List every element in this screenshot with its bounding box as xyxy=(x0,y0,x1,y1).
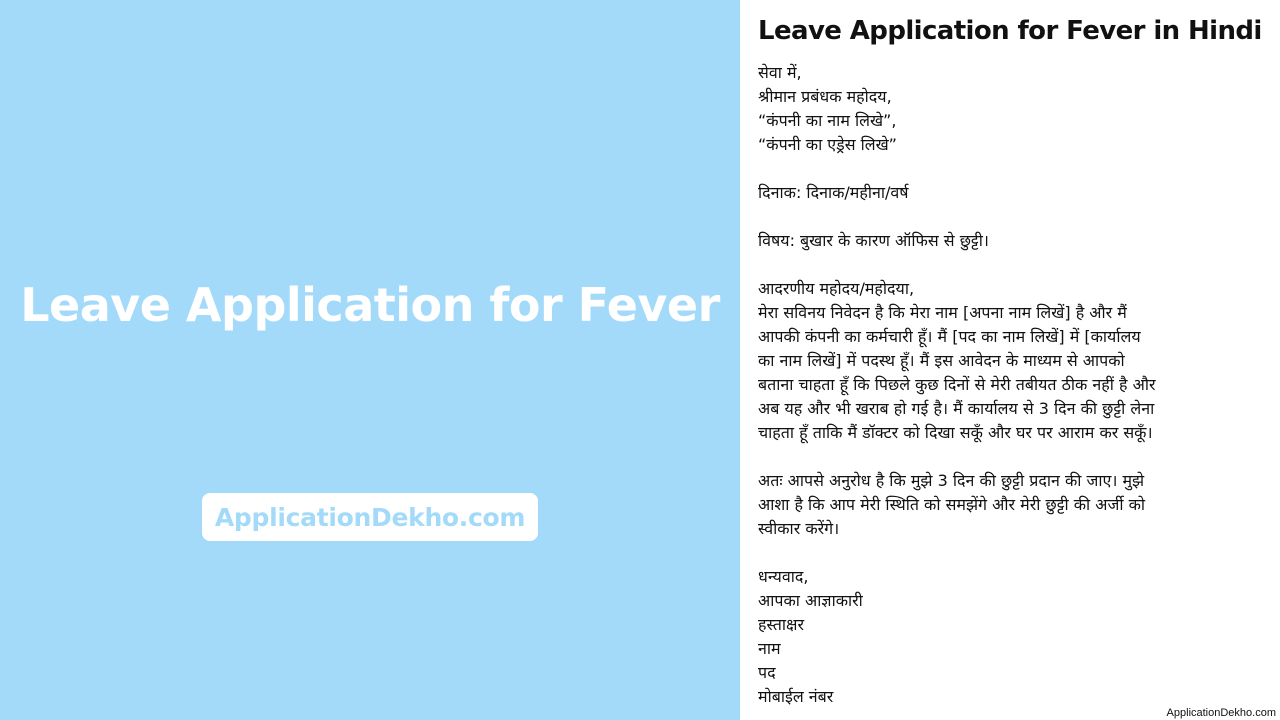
spacer xyxy=(758,541,1268,565)
spacer xyxy=(758,253,1268,277)
body-line: मेरा सविनय निवेदन है कि मेरा नाम [अपना नाम लिखें] है और मैं xyxy=(758,303,1127,322)
spacer xyxy=(758,157,1268,181)
letter-body xyxy=(758,61,1268,709)
site-badge-label: ApplicationDekho.com xyxy=(214,502,526,532)
address-line: सेवा में, xyxy=(758,63,802,82)
site-badge xyxy=(202,493,538,541)
address-line: श्रीमान प्रबंधक महोदय, xyxy=(758,87,892,106)
closing-line: हस्ताक्षर xyxy=(758,615,805,634)
closing-line: पद xyxy=(758,663,776,682)
spacer xyxy=(758,445,1268,469)
body-line: आपकी कंपनी का कर्मचारी हूँ। मैं [पद का नाम लिखें] में [कार्यालय xyxy=(758,327,1141,346)
closing-line: धन्यवाद, xyxy=(758,567,809,586)
body-line: अब यह और भी खराब हो गई है। मैं कार्यालय से 3 दिन की छुट्टी लेना xyxy=(758,399,1155,418)
letter-panel xyxy=(740,0,1280,720)
closing-line: आपका आज्ञाकारी xyxy=(758,591,863,610)
body-line: चाहता हूँ ताकि मैं डॉक्टर को दिखा सकूँ और घर पर आराम कर सकूँ। xyxy=(758,423,1153,442)
date-line: दिनाक: दिनाक/महीना/वर्ष xyxy=(758,183,909,202)
address-line: “कंपनी का एड्रेस लिखे” xyxy=(758,135,897,154)
salutation: आदरणीय महोदय/महोदया, xyxy=(758,279,915,298)
spacer xyxy=(758,205,1268,229)
body-line: बताना चाहता हूँ कि पिछले कुछ दिनों से मेरी तबीयत ठीक नहीं है और xyxy=(758,375,1156,394)
closing-line: मोबाईल नंबर xyxy=(758,687,834,706)
subject-line: विषय: बुखार के कारण ऑफिस से छुट्टी। xyxy=(758,231,989,250)
body-line: का नाम लिखें] में पदस्थ हूँ। मैं इस आवेदन के माध्यम से आपको xyxy=(758,351,1125,370)
request-line: स्वीकार करेंगे। xyxy=(758,519,840,538)
banner-title: Leave Application for Fever xyxy=(20,278,720,332)
request-line: अतः आपसे अनुरोध है कि मुझे 3 दिन की छुट्टी प्रदान की जाए। मुझे xyxy=(758,471,1145,490)
closing-line: नाम xyxy=(758,639,781,658)
request-line: आशा है कि आप मेरी स्थिति को समझेंगे और मेरी छुट्टी की अर्जी को xyxy=(758,495,1146,514)
address-line: “कंपनी का नाम लिखे”, xyxy=(758,111,897,130)
document-title: Leave Application for Fever in Hindi xyxy=(758,16,1262,46)
footer-watermark: ApplicationDekho.com xyxy=(1166,707,1276,719)
